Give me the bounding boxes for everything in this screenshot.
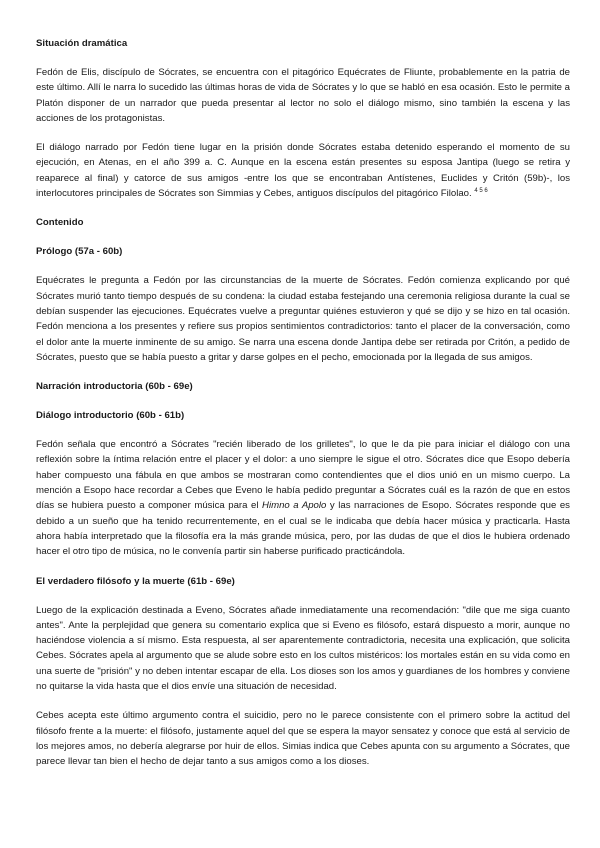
- section-title-prologo: Prólogo (57a - 60b): [36, 246, 123, 258]
- section-title-situacion: Situación dramática: [36, 38, 128, 49]
- paragraph-dialogo-1-before: Fedón señala que encontró a Sócrates "recién liberado de los grilletes", lo que le da pie para iniciar el diálogo con una reflexión sobre la íntima relación entre el placer y el dolor: a uno siempre le sigue el otro. Sócrates dice que Esopo debería haber compuesto una fábula en que ambos se mostraran como contendientes que el dios unió en un mismo cuerpo. La mención a Esopo hace recordar a Cebes que Eveno le había pedido preguntar a Sócrates cuál es la razón de que en estos días se hubiera puesto a componer música para el: [36, 439, 570, 512]
- section-title-narracion: Narración introductoria (60b - 69e): [36, 381, 193, 393]
- italic-hymn-title: Himno a Apolo: [262, 500, 327, 512]
- paragraph-situacion-1: Fedón de Elis, discípulo de Sócrates, se encuentra con el pitagórico Equécrates de Fliunte, probablemente en la patria de este último. Allí le narra lo sucedido las últimas horas de vida de Sócrates y lo que se habló en esa ocasión. Esto le permite a Platón disponer de un narrador que pueda presentar al lector no solo el diálogo mismo, sino también la escena y las acciones de los protagonistas.: [36, 67, 570, 124]
- section-title-filosofo: El verdadero filósofo y la muerte (61b - 69e): [36, 575, 235, 587]
- paragraph-filosofo-2: Cebes acepta este último argumento contra el suicidio, pero no le parece consistente con el primero sobre la actitud del filósofo frente a la muerte: el filósofo, justamente aquel del que se espera la mayor sensatez y conoce que está al servicio de los mejores amos, no debería alegrarse por huir de ellos. Simias indica que Cebes apunta con su argumento a Sócrates, que parece llevar tan bien el hecho de dejar tanto a sus amigos como a los dioses.: [36, 710, 570, 768]
- paragraph-prologo-1: Equécrates le pregunta a Fedón por las circunstancias de la muerte de Sócrates. Fedón comienza explicando por qué Sócrates murió tanto tiempo después de su condena: la ciudad estaba festejando una ceremonia religiosa durante la cual se debían suspender las ejecuciones. Equécrates vuelve a preguntar quiénes estuvieron y qué se dijo y se hizo en tal ocasión. Fedón menciona a los presentes y refiere sus propios sentimientos contradictorios: tanto el placer de la conversación, como el dolor ante la muerte inminente de su amigo. Se narra una escena donde Jantipa debe ser retirada por Critón, a pedido de Sócrates, puesto que se había puesto a gritar y darse golpes en el pecho, emocionada por la llegada de sus amigos.: [36, 275, 570, 363]
- paragraph-dialogo-1-after: y las narraciones de Esopo. Sócrates responde que es debido a un sueño que ha tenido recurrentemente, en el cual se le indicaba que debía hacer música y practicarla. Hasta ahora había interpretado que la filosofía era la más grande música, pero, por las dudas de que el dios le hubiera ordenado hacer el otro tipo de música, no le convenía partir sin haberse purificado practicándola.: [36, 500, 570, 558]
- paragraph-filosofo-1: Luego de la explicación destinada a Eveno, Sócrates añade inmediatamente una recomendación: "dile que me siga cuanto antes". Ante la perplejidad que genera su comentario explica que si Eveno es filósofo, estará dispuesto a morir, aunque no haciéndose violencia a sí mismo. Esta respuesta, al ser aparentemente contradictoria, necesita una explicación, que solicita Cebes. Sócrates apela al argumento que se alude sobre esto en los cultos mistéricos: los mortales están en su vida como en una suerte de "prisión" y no deben intentar escapar de ella. Los dioses son los amos y guardianes de los hombres y conviene no quitarse la vida hasta que el dios envíe una situación de necesidad.: [36, 604, 570, 693]
- paragraph-situacion-2: [36, 140, 570, 201]
- paragraph-situacion-2-text: El diálogo narrado por Fedón tiene lugar en la prisión donde Sócrates estaba detenido esperando el momento de su ejecución, en Atenas, en el año 399 a. C. Aunque en la escena están presentes su esposa Jantipa (luego se retira y reaparece al final) y catorce de sus amigos -entre los que se encontraban Antístenes, Euclides y Critón (59b)-, los interlocutores principales de Sócrates son Simmias y Cebes, antiguos discípulos del pitagórico Filolao.: [36, 142, 570, 200]
- section-title-dialogo: Diálogo introductorio (60b - 61b): [36, 410, 185, 422]
- paragraph-dialogo-1: [36, 437, 570, 559]
- section-title-contenido: Contenido: [36, 217, 84, 229]
- footnote-refs[interactable]: 4 5 6: [474, 188, 488, 195]
